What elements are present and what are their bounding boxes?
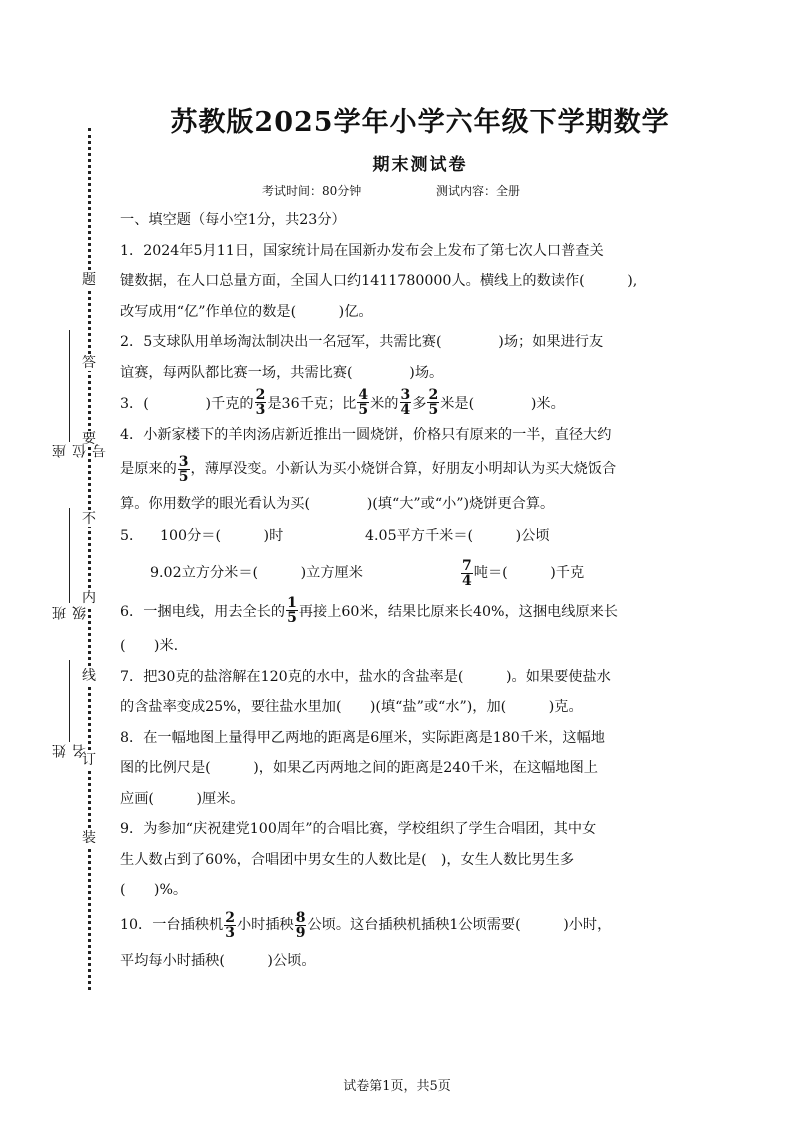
exam-scope: 测试内容：全册 <box>436 184 521 198</box>
q7-line-1: 7．把30克的盐溶解在120克的水中，盐水的含盐率是( )。如果要使盐水 <box>120 668 611 685</box>
fraction-denominator: 3 <box>255 401 266 418</box>
fraction <box>178 455 190 484</box>
q8-line-3: 应画( )厘米。 <box>120 790 245 807</box>
q5-item-b: 4.05平方千米＝( )公顷 <box>365 527 550 544</box>
fraction <box>286 596 298 625</box>
q5-number: 5． <box>120 527 144 544</box>
fraction <box>295 911 307 940</box>
q5-item-d: 吨＝( )千克 <box>473 564 585 581</box>
page-subtitle: 期末测试卷 <box>372 155 468 175</box>
fraction-numerator: 1 <box>287 594 297 611</box>
page-footer: 试卷第1页，共5页 <box>343 1079 451 1094</box>
q9-line-2: 生人数占到了60%，合唱团中男女生的人数比是( )，女生人数比男生多 <box>120 851 575 868</box>
question-2 <box>120 327 676 388</box>
question-5 <box>120 519 676 593</box>
fraction-denominator: 3 <box>225 925 235 941</box>
q3-part-5: 米是( )米。 <box>440 395 565 412</box>
fraction-denominator: 5 <box>358 401 369 418</box>
fraction-numerator: 3 <box>178 454 189 470</box>
binding-char-ti: 题 <box>82 272 96 288</box>
question-9 <box>120 814 676 906</box>
fraction-denominator: 9 <box>295 925 306 941</box>
q6-line-2: ( )米. <box>120 638 179 654</box>
fraction <box>400 388 412 417</box>
q7-line-2: 的含盐率变成25%，要往盐水里加( )(填“盐”或“水”)，加( )克。 <box>120 699 583 715</box>
q4-part-2: ，薄厚没变。小新认为买小烧饼合算，好朋友小明却认为买大烧饭合 <box>190 461 617 478</box>
q2-line-1: 2．5支球队用单场淘汰制决出一名冠军，共需比赛( )场；如果进行友 <box>120 334 604 350</box>
q8-line-1: 8．在一幅地图上量得甲乙两地的距离是6厘米，实际距离是180千米，这幅地 <box>120 729 605 746</box>
fraction-numerator: 8 <box>295 910 306 926</box>
q3-part-2: 是36千克；比 <box>267 395 357 412</box>
q3-part-3: 米的 <box>370 395 399 412</box>
q4-line-1: 4．小新家楼下的羊肉汤店新近推出一圆烧饼，价格只有原来的一半，直径大约 <box>120 427 612 443</box>
fraction <box>357 388 369 417</box>
section-heading: 一、填空题（每小空1分，共23分） <box>120 212 346 228</box>
class-label: 班级 <box>52 604 88 620</box>
fraction-denominator: 5 <box>287 609 297 626</box>
q1-line-1: 1．2024年5月11日，国家统计局在国新办发布会上发布了第七次人口普查关 <box>120 242 604 259</box>
fraction-numerator: 2 <box>255 386 266 403</box>
q1-line-3: 改写成用“亿”作单位的数是( )亿。 <box>120 303 373 320</box>
fraction <box>255 388 267 417</box>
fraction <box>224 911 236 940</box>
q3-part-1: 3．( )千克的 <box>120 395 254 412</box>
q2-line-2: 谊赛，每两队都比赛一场，共需比赛( )场。 <box>120 364 444 381</box>
question-10 <box>120 906 676 977</box>
q10-part-3: 公顷。这台插秧机插秧1公顷需要( )小时， <box>307 917 612 934</box>
q3-part-4: 多 <box>412 395 427 412</box>
question-3 <box>120 388 676 420</box>
q4-part-1: 是原来的 <box>120 461 177 478</box>
q9-line-1: 9．为参加“庆祝建党100周年”的合唱比赛，学校组织了学生合唱团，其中女 <box>120 821 597 837</box>
exam-time: 考试时间：80分钟 <box>262 184 362 198</box>
question-6 <box>120 593 676 662</box>
fraction <box>427 388 439 417</box>
binding-char-xian: 线 <box>82 668 96 684</box>
class-line <box>69 508 70 603</box>
q10-line-2: 平均每小时插秧( )公顷。 <box>120 952 316 969</box>
q10-part-2: 小时插秧 <box>236 917 294 934</box>
q5-line-1 <box>120 519 676 553</box>
fraction-denominator: 5 <box>428 401 439 418</box>
question-content <box>120 205 676 976</box>
q1-line-2: 键数据，在人口总量方面，全国人口约1411780000人。横线上的数读作( ), <box>120 273 638 289</box>
q4-line-2 <box>120 451 676 489</box>
q6-line-1 <box>120 593 676 631</box>
q9-line-3: ( )%。 <box>120 882 188 898</box>
q5-item-a: 100分＝( )时 <box>160 527 284 544</box>
page-title: 苏教版2025学年小学六年级下学期数学 <box>170 107 670 138</box>
fraction <box>461 559 473 588</box>
binding-char-ding: 订 <box>82 752 96 768</box>
binding-margin <box>0 0 110 1123</box>
question-4 <box>120 420 676 519</box>
fraction-numerator: 3 <box>400 386 411 403</box>
fraction-numerator: 7 <box>462 557 472 574</box>
fraction-numerator: 4 <box>358 386 369 403</box>
q5-item-c: 9.02立方分米＝( )立方厘米 <box>150 564 363 581</box>
q6-part-2: 再接上60米，结果比原来长40%，这捆电线原来长 <box>298 603 618 620</box>
binding-dotted-line <box>88 128 91 990</box>
question-8 <box>120 723 676 815</box>
question-7 <box>120 662 676 723</box>
fraction-denominator: 5 <box>178 469 189 485</box>
question-1 <box>120 236 676 328</box>
fraction-numerator: 2 <box>428 386 439 403</box>
q10-line-1 <box>120 906 676 946</box>
binding-char-nei: 内 <box>82 590 96 606</box>
q4-line-3: 算。你用数学的眼光看认为买( )(填“大”或“小”)烧饼更合算。 <box>120 495 555 512</box>
binding-char-bu: 不 <box>82 511 96 527</box>
q8-line-2: 图的比例尺是( )，如果乙丙两地之间的距离是240千米，在这幅地图上 <box>120 760 598 776</box>
seat-number-label: 座位号 <box>52 442 108 458</box>
q10-part-1: 10．一台插秧机 <box>120 917 224 934</box>
q6-part-1: 6．一捆电线，用去全长的 <box>120 603 286 620</box>
binding-char-da: 答 <box>82 355 96 371</box>
binding-char-yao: 要 <box>82 431 96 447</box>
seat-number-line <box>69 330 70 442</box>
q5-line-2 <box>120 553 676 593</box>
binding-char-zhuang: 装 <box>82 830 96 846</box>
fraction-denominator: 4 <box>400 401 411 418</box>
fraction-denominator: 4 <box>462 572 472 589</box>
name-label: 姓名 <box>52 742 88 758</box>
name-line <box>69 660 70 742</box>
fraction-numerator: 2 <box>225 910 235 926</box>
